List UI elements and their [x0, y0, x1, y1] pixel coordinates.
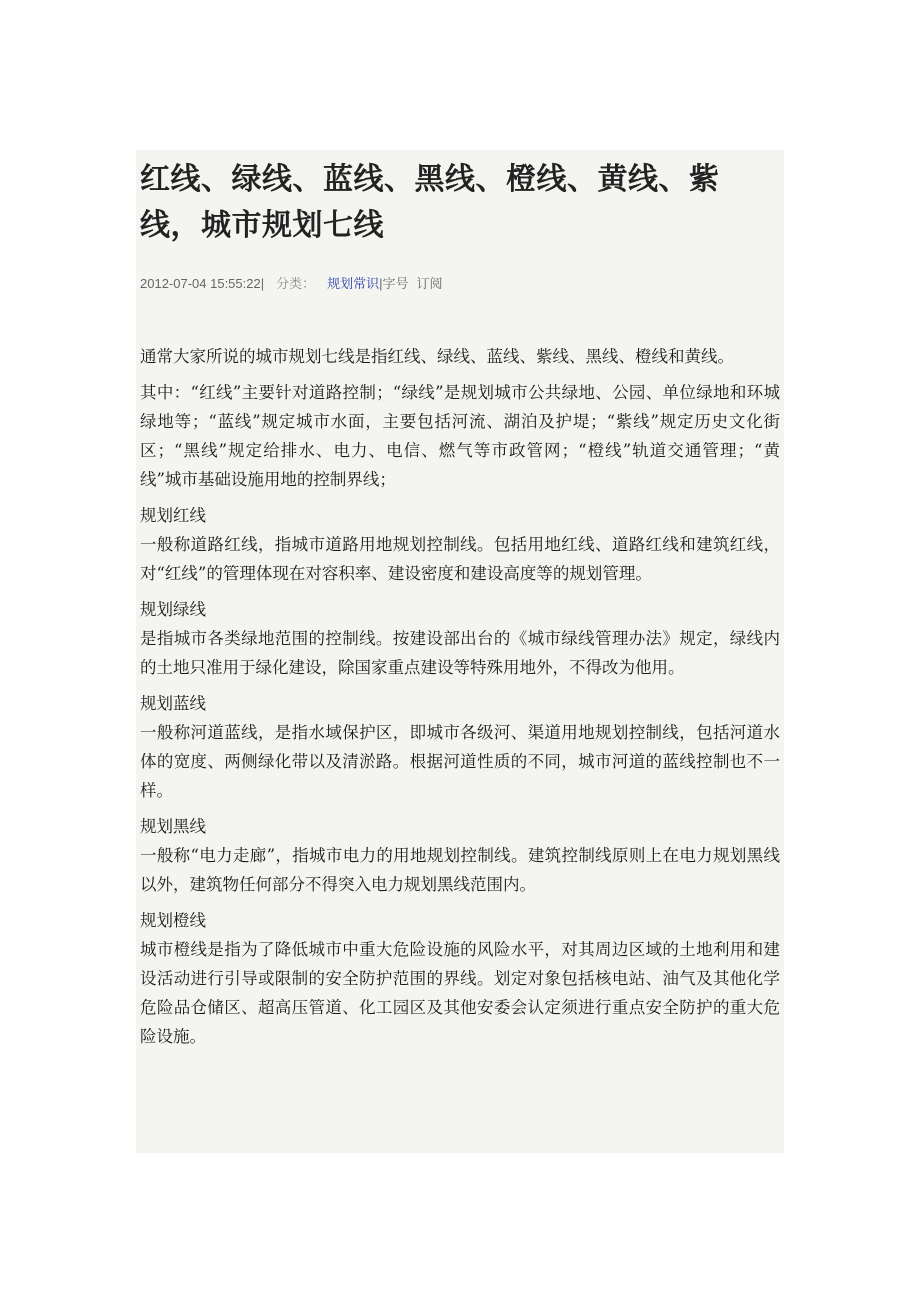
section-green-line: [140, 595, 780, 682]
section-heading: 规划橙线: [140, 911, 206, 930]
article-meta: [140, 274, 443, 294]
section-heading: 规划黑线: [140, 817, 206, 836]
section-black-line: [140, 812, 780, 899]
category-link[interactable]: 规划常识: [327, 276, 380, 291]
subscribe-link[interactable]: 订阅: [416, 276, 443, 291]
section-heading: 规划蓝线: [140, 694, 206, 713]
section-heading: 规划红线: [140, 506, 206, 525]
section-text: 是指城市各类绿地范围的控制线。按建设部出台的《城市绿线管理办法》规定，绿线内的土地只准用于绿化建设，除国家重点建设等特殊用地外，不得改为他用。: [140, 629, 780, 677]
summary-paragraph: 其中：“红线”主要针对道路控制；“绿线”是规划城市公共绿地、公园、单位绿地和环城绿地等；“蓝线”规定城市水面，主要包括河流、湖泊及护堤；“紫线”规定历史文化街区；“黑线”规定给排水、电力、电信、燃气等市政管网；“橙线”轨道交通管理；“黄线”城市基础设施用地的控制界线；: [140, 383, 780, 489]
section-orange-line: [140, 906, 780, 1051]
post-datetime: 2012-07-04 15:55:22|: [140, 276, 265, 291]
section-text: 一般称道路红线，指城市道路用地规划控制线。包括用地红线、道路红线和建筑红线，对“红线”的管理体现在对容积率、建设密度和建设高度等的规划管理。: [140, 535, 780, 583]
section-red-line: [140, 501, 780, 588]
article-title: 红线、绿线、蓝线、黑线、橙线、黄线、紫线，城市规划七线: [140, 162, 720, 243]
section-heading: 规划绿线: [140, 600, 206, 619]
section-text: 城市橙线是指为了降低城市中重大危险设施的风险水平，对其周边区域的土地利用和建设活动进行引导或限制的安全防护范围的界线。划定对象包括核电站、油气及其他化学危险品仓储区、超高压管道、化工园区及其他安委会认定须进行重点安全防护的重大危险设施。: [140, 940, 780, 1046]
category-label: 分类：: [276, 276, 316, 291]
intro-paragraph: 通常大家所说的城市规划七线是指红线、绿线、蓝线、紫线、黑线、橙线和黄线。: [140, 347, 734, 366]
article-body: [140, 342, 780, 1058]
section-blue-line: [140, 689, 780, 805]
section-text: 一般称河道蓝线，是指水域保护区，即城市各级河、渠道用地规划控制线，包括河道水体的宽度、两侧绿化带以及清淤路。根据河道性质的不同，城市河道的蓝线控制也不一样。: [140, 723, 780, 800]
font-size-toggle[interactable]: |字号: [379, 276, 409, 291]
section-text: 一般称“电力走廊”，指城市电力的用地规划控制线。建筑控制线原则上在电力规划黑线以外，建筑物任何部分不得突入电力规划黑线范围内。: [140, 846, 780, 894]
